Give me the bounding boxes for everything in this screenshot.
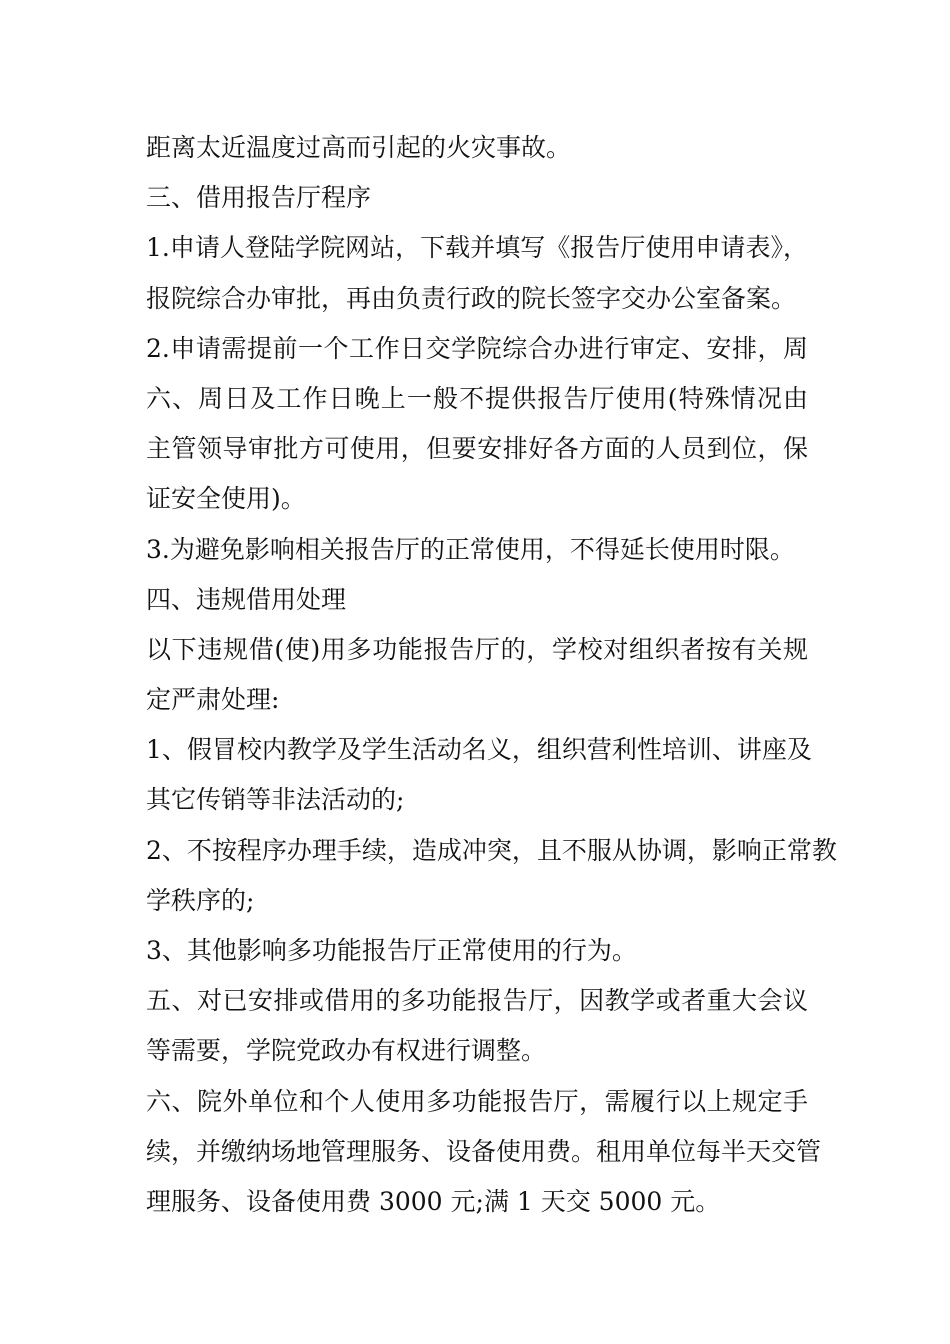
- text-line: 定严肃处理:: [146, 685, 280, 715]
- text-line: 2.申请需提前一个工作日交学院综合办进行审定、安排，周: [146, 333, 808, 363]
- text-line: 学秩序的;: [146, 885, 255, 915]
- text-line: 续，并缴纳场地管理服务、设备使用费。租用单位每半天交管: [146, 1136, 822, 1166]
- text-line: 3.为避免影响相关报告厅的正常使用，不得延长使用时限。: [146, 534, 795, 564]
- section-heading: 四、违规借用处理: [146, 584, 347, 614]
- text-line: 1、假冒校内教学及学生活动名义，组织营利性培训、讲座及: [146, 735, 812, 765]
- text-line: 以下违规借(使)用多功能报告厅的，学校对组织者按有关规: [146, 634, 808, 664]
- text-line: 主管领导审批方可使用，但要安排好各方面的人员到位，保: [146, 434, 808, 464]
- text-line: 1.申请人登陆学院网站，下载并填写《报告厅使用申请表》，: [146, 233, 808, 263]
- text-line: 等需要，学院党政办有权进行调整。: [146, 1036, 547, 1066]
- section-paragraph-line: 五、对已安排或借用的多功能报告厅，因教学或者重大会议: [146, 986, 808, 1016]
- text-line: 3、其他影响多功能报告厅正常使用的行为。: [146, 936, 637, 965]
- section-paragraph-line: 六、院外单位和个人使用多功能报告厅，需履行以上规定手: [146, 1086, 808, 1116]
- text-line: 六、周日及工作日晚上一般不提供报告厅使用(特殊情况由: [146, 383, 808, 413]
- text-line: 报院综合办审批，再由负责行政的院长签字交办公室备案。: [146, 283, 797, 313]
- text-line: 2、不按程序办理手续，造成冲突，且不服从协调，影响正常教: [146, 835, 837, 865]
- document-body: [146, 128, 837, 1232]
- text-line: 证安全使用)。: [146, 484, 306, 514]
- text-line: 理服务、设备使用费 3000 元;满 1 天交 5000 元。: [146, 1186, 721, 1216]
- text-line: 距离太近温度过高而引起的火灾事故。: [146, 133, 572, 162]
- text-line: 其它传销等非法活动的;: [146, 785, 405, 815]
- section-heading: 三、借用报告厅程序: [146, 183, 372, 213]
